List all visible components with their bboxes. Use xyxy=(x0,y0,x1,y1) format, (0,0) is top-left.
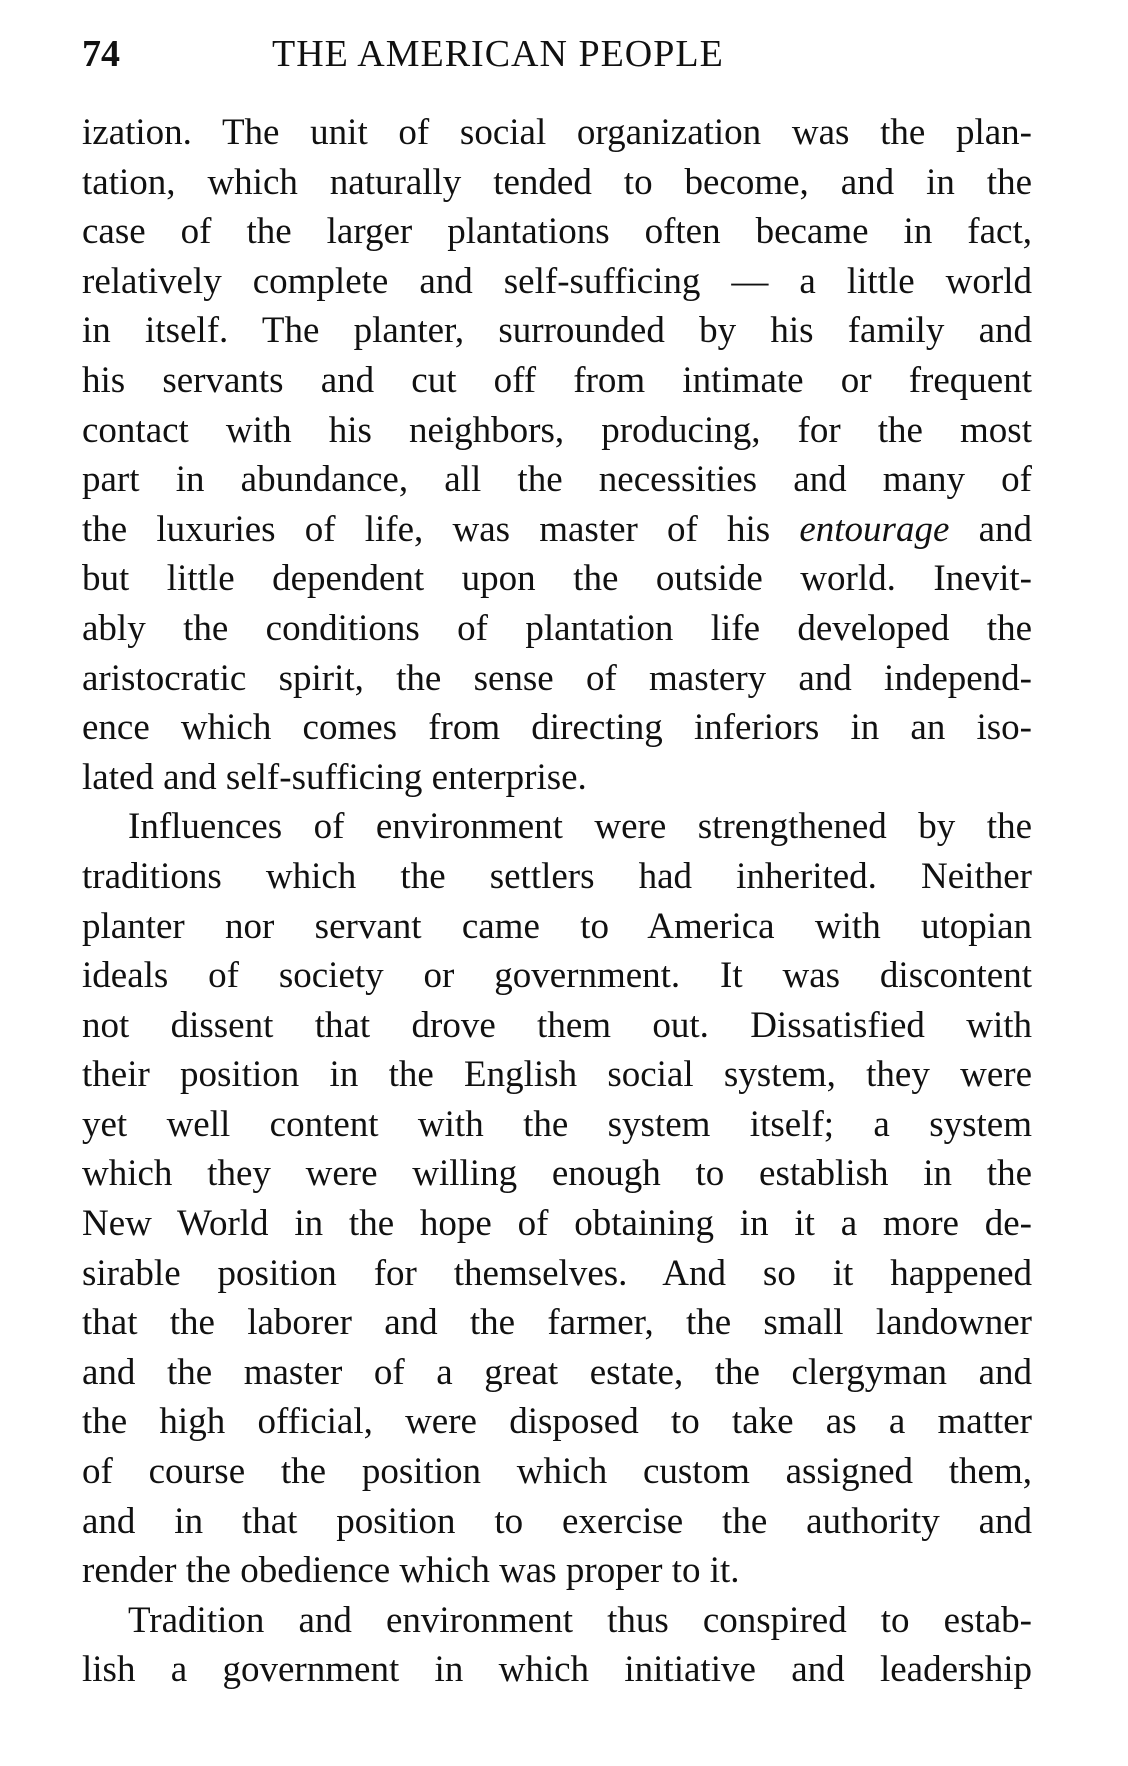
text-line: contact with his neighbors, producing, for the most xyxy=(82,409,1032,451)
text-line: and in that position to exercise the authority and xyxy=(82,1500,1032,1542)
text-line: yet well content with the system itself; a system xyxy=(82,1103,1032,1145)
text-line: their position in the English social system, they were xyxy=(82,1054,1032,1096)
text-line: ence which comes from directing inferiors in an iso- xyxy=(82,707,1032,749)
text-line: render the obedience which was proper to it. xyxy=(82,1550,740,1592)
text-line: but little dependent upon the outside world. Inevit- xyxy=(82,558,1032,600)
body-text xyxy=(82,108,1032,1695)
text-line: case of the larger plantations often became in fact, xyxy=(82,211,1032,253)
running-head: THE AMERICAN PEOPLE xyxy=(272,33,724,75)
text-line: traditions which the settlers had inherited. Neither xyxy=(82,855,1032,897)
text-line: lated and self-sufficing enterprise. xyxy=(82,756,587,798)
text-line: planter nor servant came to America with utopian xyxy=(82,905,1032,947)
text-line: Tradition and environment thus conspired to estab- xyxy=(128,1599,1032,1641)
text-line: ably the conditions of plantation life developed the xyxy=(82,607,1032,649)
paragraph xyxy=(82,802,1032,1596)
page-header xyxy=(82,28,1042,80)
text-line: the high official, were disposed to take as a matter xyxy=(82,1401,1032,1443)
text-line xyxy=(82,505,1032,555)
text-line: aristocratic spirit, the sense of mastery and independ- xyxy=(82,657,1032,699)
text-line: sirable position for themselves. And so it happened xyxy=(82,1252,1032,1294)
paragraph xyxy=(82,108,1032,802)
text-line: tation, which naturally tended to become, and in the xyxy=(82,161,1032,203)
text-line: ideals of society or government. It was discontent xyxy=(82,955,1032,997)
page-number: 74 xyxy=(82,33,120,75)
text-line: in itself. The planter, surrounded by his family and xyxy=(82,310,1032,352)
text-line: of course the position which custom assigned them, xyxy=(82,1451,1032,1493)
text-line: that the laborer and the farmer, the small landowner xyxy=(82,1302,1032,1344)
text-line: lish a government in which initiative and leadership xyxy=(82,1649,1032,1691)
text-line: part in abundance, all the necessities and many of xyxy=(82,459,1032,501)
text-line: his servants and cut off from intimate or frequent xyxy=(82,359,1032,401)
text-segment: the luxuries of life, was master of his xyxy=(82,508,800,550)
text-line: Influences of environment were strengthened by the xyxy=(128,806,1032,848)
text-segment: and xyxy=(949,508,1032,550)
text-line: which they were willing enough to establish in the xyxy=(82,1153,1032,1195)
text-line: not dissent that drove them out. Dissatisfied with xyxy=(82,1004,1032,1046)
text-line: and the master of a great estate, the clergyman and xyxy=(82,1351,1032,1393)
paragraph xyxy=(82,1596,1032,1695)
text-line: ization. The unit of social organization was the plan- xyxy=(82,112,1032,153)
text-line: New World in the hope of obtaining in it a more de- xyxy=(82,1203,1032,1245)
text-line: relatively complete and self-sufficing — a little world xyxy=(82,260,1032,302)
italic-term: entourage xyxy=(799,508,950,550)
